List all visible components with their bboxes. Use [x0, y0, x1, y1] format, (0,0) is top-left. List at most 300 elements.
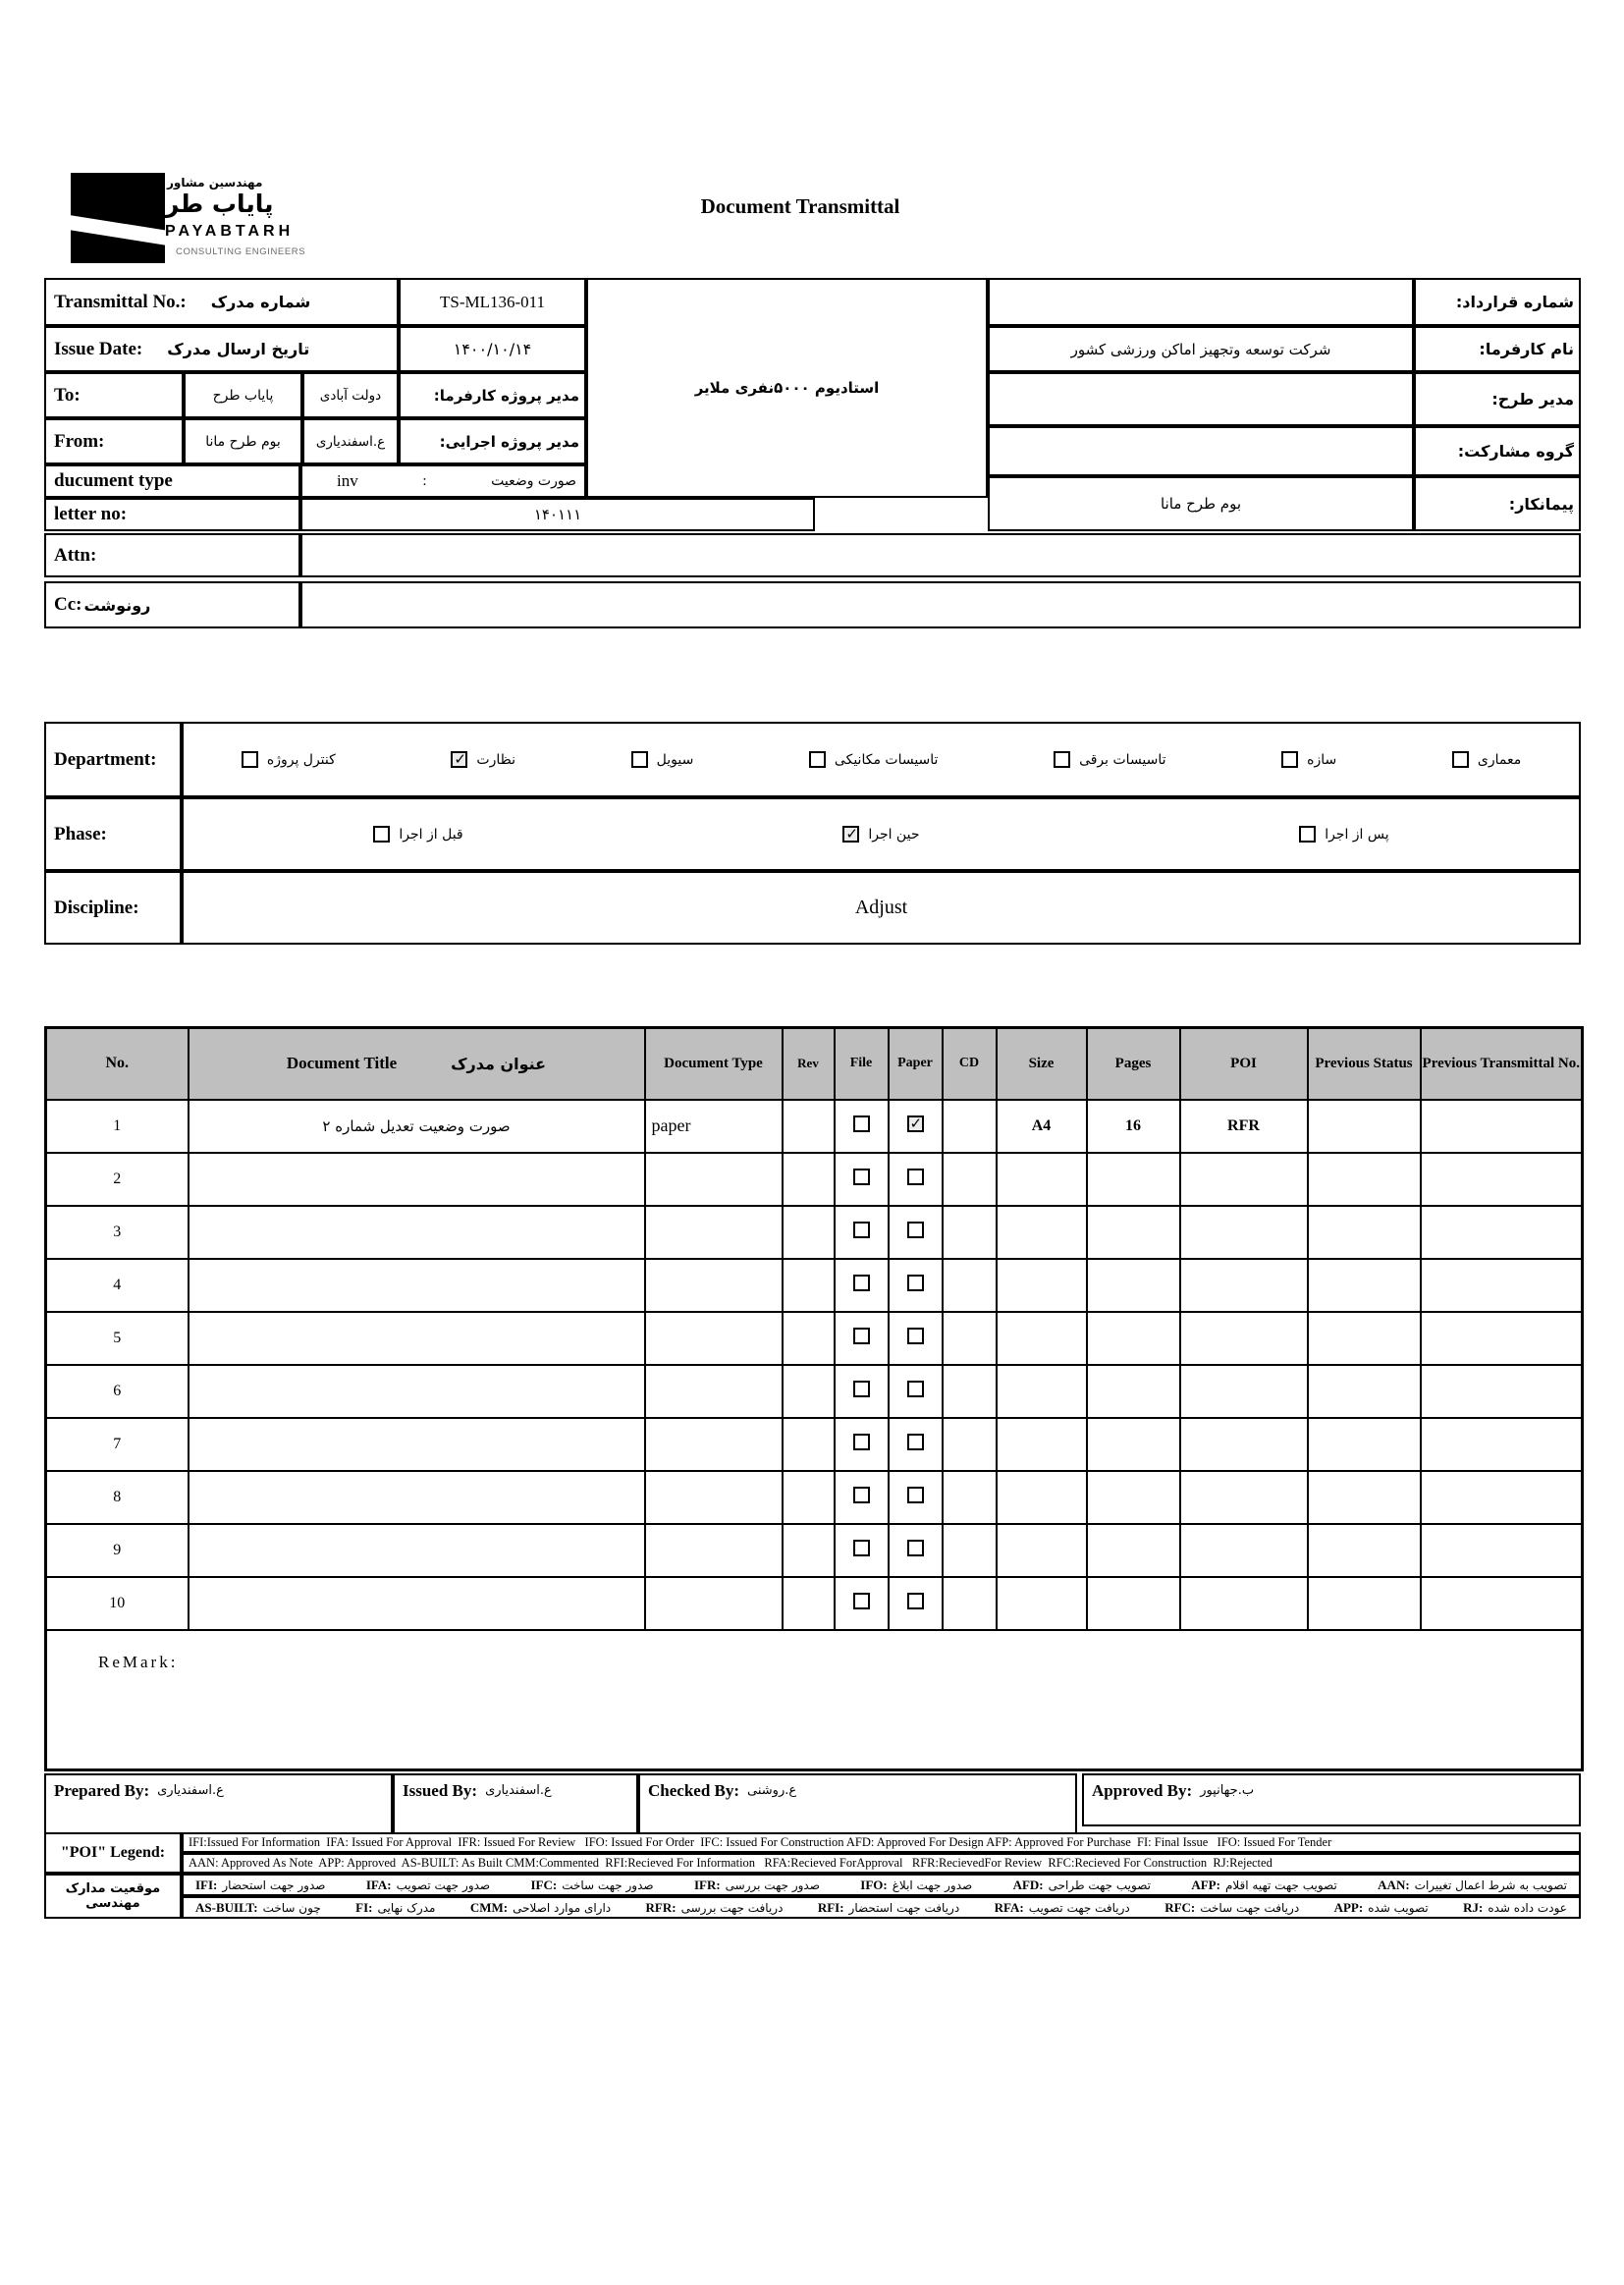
- phase-option-label: حین اجرا: [868, 826, 920, 843]
- legend-abbr: RFI:: [817, 1899, 844, 1915]
- cc-label-en: Cc:: [54, 594, 82, 615]
- department-option: [451, 751, 515, 768]
- row-title: [189, 1365, 645, 1418]
- legend-pair: [646, 1900, 784, 1916]
- row-poi: [1180, 1577, 1308, 1630]
- row-prev-transmittal: [1421, 1524, 1583, 1577]
- department-option-label: سازه: [1307, 751, 1337, 768]
- legend-abbr: AS-BUILT:: [195, 1899, 258, 1915]
- row-doc-type: [645, 1365, 783, 1418]
- row-doc-type: paper: [645, 1100, 783, 1153]
- remark-row: [46, 1630, 1583, 1770]
- col-header-doc-type: Document Type: [645, 1028, 783, 1100]
- row-cd-cell: [943, 1206, 997, 1259]
- row-paper-cell: [889, 1577, 943, 1630]
- row-pages: [1087, 1577, 1180, 1630]
- row-size: [997, 1259, 1087, 1312]
- cc-label-cell: [44, 581, 300, 628]
- row-file-cell: [835, 1100, 889, 1153]
- row-cd-cell: [943, 1259, 997, 1312]
- row-size: [997, 1524, 1087, 1577]
- table-row: [46, 1259, 1583, 1312]
- from-label: From:: [44, 418, 184, 464]
- document-type-label: ducument type: [44, 464, 300, 498]
- legend-abbr: RFA:: [994, 1899, 1024, 1915]
- page-title: Document Transmittal: [700, 194, 900, 218]
- row-pages: 16: [1087, 1100, 1180, 1153]
- row-cd-cell: [943, 1312, 997, 1365]
- row-prev-status: [1308, 1524, 1421, 1577]
- to-label: To:: [44, 372, 184, 418]
- checked-by-box: [638, 1773, 1077, 1834]
- table-row: [46, 1524, 1583, 1577]
- legend-pair: [1164, 1900, 1299, 1916]
- row-rev: [783, 1577, 835, 1630]
- legend-desc: صدور جهت ابلاغ: [892, 1877, 973, 1892]
- row-prev-transmittal: [1421, 1365, 1583, 1418]
- row-prev-transmittal: [1421, 1259, 1583, 1312]
- checked-by-label: Checked By:: [648, 1781, 740, 1800]
- row-pages: [1087, 1153, 1180, 1206]
- row-paper-cell: [889, 1206, 943, 1259]
- letter-no-value: ۱۴۰۱۱۱: [300, 498, 815, 531]
- department-option: [631, 751, 694, 768]
- issue-date-label-fa: تاریخ ارسال مدرک: [167, 340, 310, 358]
- row-rev: [783, 1100, 835, 1153]
- row-rev: [783, 1471, 835, 1524]
- client-name-label: نام کارفرما:: [1414, 326, 1581, 372]
- cc-label-fa: رونوشت: [83, 595, 151, 615]
- department-option: [1054, 751, 1165, 768]
- document-type-separator: :: [422, 472, 427, 489]
- row-no: 8: [46, 1471, 189, 1524]
- checkbox-icon: [373, 826, 390, 843]
- file-checkbox: [853, 1169, 870, 1185]
- exec-pm-label: مدیر پروژه اجرایی:: [399, 418, 586, 464]
- partnership-group-value: [988, 426, 1414, 476]
- department-label: Department:: [44, 722, 182, 797]
- col-header-rev: Rev: [783, 1028, 835, 1100]
- row-pages: [1087, 1524, 1180, 1577]
- file-checkbox: [853, 1275, 870, 1291]
- paper-checkbox: [907, 1275, 924, 1291]
- row-size: [997, 1577, 1087, 1630]
- legend-abbr: CMM:: [469, 1899, 509, 1915]
- department-option-label: معماری: [1477, 751, 1522, 768]
- to-person-value: دولت آبادی: [302, 372, 399, 418]
- table-row: [46, 1418, 1583, 1471]
- prepared-by-box: [44, 1773, 393, 1834]
- col-header-cd: CD: [943, 1028, 997, 1100]
- table-body: [46, 1100, 1583, 1630]
- legend-pair: [995, 1900, 1130, 1916]
- legend-abbr: AFD:: [1012, 1877, 1044, 1892]
- row-doc-type: [645, 1312, 783, 1365]
- row-size: [997, 1471, 1087, 1524]
- row-cd-cell: [943, 1100, 997, 1153]
- company-logo-icon: [71, 173, 165, 263]
- table-row: [46, 1153, 1583, 1206]
- legend-abbr: IFO:: [860, 1877, 888, 1892]
- legend-pair: [818, 1900, 959, 1916]
- issue-date-label-cell: [44, 326, 399, 372]
- row-title: [189, 1577, 645, 1630]
- row-prev-status: [1308, 1259, 1421, 1312]
- row-doc-type: [645, 1524, 783, 1577]
- table-row: [46, 1100, 1583, 1153]
- phase-label: Phase:: [44, 797, 182, 871]
- letter-no-label: letter no:: [44, 498, 300, 531]
- checkbox-icon: [1054, 751, 1070, 768]
- transmittal-no-label-cell: [44, 278, 399, 326]
- row-prev-status: [1308, 1153, 1421, 1206]
- paper-checkbox: [907, 1222, 924, 1238]
- discipline-value: Adjust: [182, 871, 1581, 945]
- logo-stripe: [71, 213, 165, 249]
- row-title: [189, 1259, 645, 1312]
- brand-fa-name: پایاب طرح: [147, 190, 274, 218]
- legend-desc: چون ساخت: [262, 1900, 321, 1915]
- table-row: [46, 1577, 1583, 1630]
- legend-desc: دریافت جهت بررسی: [680, 1900, 784, 1915]
- row-cd-cell: [943, 1418, 997, 1471]
- row-file-cell: [835, 1312, 889, 1365]
- row-prev-status: [1308, 1206, 1421, 1259]
- doc-status-legend-row-2: [182, 1896, 1581, 1919]
- issued-by-label: Issued By:: [403, 1781, 478, 1800]
- department-option-label: کنترل پروژه: [266, 751, 336, 768]
- legend-desc: صدور جهت تصویب: [396, 1877, 491, 1892]
- row-prev-transmittal: [1421, 1153, 1583, 1206]
- row-paper-cell: [889, 1100, 943, 1153]
- row-rev: [783, 1365, 835, 1418]
- col-header-title-en: Document Title: [286, 1054, 398, 1073]
- project-name-cell: استادیوم ۵۰۰۰نفری ملایر: [586, 278, 988, 498]
- row-poi: [1180, 1206, 1308, 1259]
- col-header-paper: Paper: [889, 1028, 943, 1100]
- row-file-cell: [835, 1365, 889, 1418]
- from-value: بوم طرح مانا: [184, 418, 302, 464]
- checkbox-icon: [451, 751, 467, 768]
- row-paper-cell: [889, 1524, 943, 1577]
- table-row: [46, 1365, 1583, 1418]
- from-person-value: ع.اسفندیاری: [302, 418, 399, 464]
- row-size: [997, 1418, 1087, 1471]
- row-size: [997, 1312, 1087, 1365]
- row-prev-transmittal: [1421, 1418, 1583, 1471]
- file-checkbox: [853, 1434, 870, 1450]
- legend-desc: دریافت جهت تصویب: [1028, 1900, 1130, 1915]
- file-checkbox: [853, 1222, 870, 1238]
- document-type-value-en: inv: [337, 471, 358, 490]
- checkbox-icon: [1299, 826, 1316, 843]
- row-rev: [783, 1259, 835, 1312]
- file-checkbox: [853, 1593, 870, 1609]
- partnership-group-label: گروه مشارکت:: [1414, 426, 1581, 476]
- col-header-title-fa: عنوان مدرک: [451, 1054, 547, 1073]
- prepared-by-label: Prepared By:: [54, 1781, 150, 1800]
- contract-no-label: شماره قرارداد:: [1414, 278, 1581, 326]
- doc-status-legend-row-1: [182, 1874, 1581, 1896]
- department-option: [242, 751, 336, 768]
- checkbox-icon: [631, 751, 648, 768]
- to-value: پایاب طرح: [184, 372, 302, 418]
- row-size: [997, 1365, 1087, 1418]
- approved-by-label: Approved By:: [1092, 1781, 1193, 1800]
- legend-abbr: FI:: [355, 1899, 373, 1915]
- transmittal-no-value: TS-ML136-011: [399, 278, 586, 326]
- department-option-label: تاسیسات مکانیکی: [834, 751, 939, 768]
- row-file-cell: [835, 1259, 889, 1312]
- legend-abbr: AAN:: [1378, 1877, 1410, 1892]
- row-poi: RFR: [1180, 1100, 1308, 1153]
- checkbox-icon: [242, 751, 258, 768]
- checkbox-icon: [1452, 751, 1469, 768]
- row-poi: [1180, 1259, 1308, 1312]
- row-poi: [1180, 1418, 1308, 1471]
- table-row: [46, 1471, 1583, 1524]
- legend-abbr: RJ:: [1463, 1899, 1484, 1915]
- attn-value: [300, 533, 1581, 577]
- approved-by-value: ب.جهانپور: [1200, 1783, 1255, 1798]
- row-prev-status: [1308, 1418, 1421, 1471]
- paper-checkbox: [907, 1381, 924, 1397]
- row-title: [189, 1206, 645, 1259]
- legend-pair: [366, 1877, 490, 1893]
- file-checkbox: [853, 1381, 870, 1397]
- department-options: [182, 722, 1581, 797]
- row-no: 3: [46, 1206, 189, 1259]
- row-file-cell: [835, 1153, 889, 1206]
- row-prev-status: [1308, 1100, 1421, 1153]
- issued-by-box: [393, 1773, 638, 1834]
- legend-abbr: IFR:: [693, 1877, 721, 1892]
- legend-pair: [694, 1877, 820, 1893]
- issue-date-value: ۱۴۰۰/۱۰/۱۴: [399, 326, 586, 372]
- row-title: [189, 1153, 645, 1206]
- legend-pair: [1378, 1877, 1567, 1893]
- issue-date-label-en: Issue Date:: [54, 338, 143, 359]
- phase-option: [842, 826, 919, 843]
- col-header-pages: Pages: [1087, 1028, 1180, 1100]
- poi-legend-row-2: AAN: Approved As Note APP: Approved AS-BUILT: As Built CMM:Commented RFI:Recieved For Information RFA:Recieved ForApproval RFR:RecievedFor Review RFC:Recieved For Construction RJ:Rejected: [182, 1853, 1581, 1874]
- cc-value: [300, 581, 1581, 628]
- legend-pair: [860, 1877, 972, 1893]
- row-cd-cell: [943, 1577, 997, 1630]
- row-cd-cell: [943, 1153, 997, 1206]
- row-rev: [783, 1524, 835, 1577]
- issued-by-value: ع.اسفندیاری: [485, 1783, 552, 1798]
- legend-pair: [195, 1877, 325, 1893]
- row-title: صورت وضعیت تعدیل شماره ۲: [189, 1100, 645, 1153]
- design-manager-value: [988, 372, 1414, 426]
- transmittal-no-label-en: Transmittal No.:: [54, 291, 187, 312]
- client-name-value: شرکت توسعه وتجهیز اماکن ورزشی کشور: [988, 326, 1414, 372]
- phase-option-label: قبل از اجرا: [399, 826, 463, 843]
- phase-option: [1299, 826, 1388, 843]
- phase-option-label: پس از اجرا: [1325, 826, 1389, 843]
- row-title: [189, 1471, 645, 1524]
- row-cd-cell: [943, 1524, 997, 1577]
- poi-legend-row-1: IFI:Issued For Information IFA: Issued For Approval IFR: Issued For Review IFO: Issued For Order IFC: Issued For Construction AFD: Approved For Design AFP: Approved For Purchase FI: Final Issue IFO: Issued For Tender: [182, 1832, 1581, 1853]
- col-header-poi: POI: [1180, 1028, 1308, 1100]
- file-checkbox: [853, 1328, 870, 1344]
- row-pages: [1087, 1365, 1180, 1418]
- checkbox-icon: [1281, 751, 1298, 768]
- paper-checkbox: [907, 1487, 924, 1503]
- file-checkbox: [853, 1115, 870, 1132]
- row-no: 10: [46, 1577, 189, 1630]
- row-doc-type: [645, 1153, 783, 1206]
- legend-abbr: RFC:: [1164, 1899, 1196, 1915]
- legend-desc: صدور جهت ساخت: [562, 1877, 654, 1892]
- checked-by-value: ع.روشنی: [747, 1783, 797, 1798]
- row-prev-transmittal: [1421, 1577, 1583, 1630]
- row-poi: [1180, 1471, 1308, 1524]
- legend-abbr: IFA:: [365, 1877, 392, 1892]
- legend-pair: [1191, 1877, 1336, 1893]
- row-paper-cell: [889, 1312, 943, 1365]
- row-prev-transmittal: [1421, 1100, 1583, 1153]
- row-poi: [1180, 1153, 1308, 1206]
- row-file-cell: [835, 1418, 889, 1471]
- row-no: 5: [46, 1312, 189, 1365]
- legend-desc: صدور جهت استحضار: [222, 1877, 326, 1892]
- col-header-title: [189, 1028, 645, 1100]
- attn-label: Attn:: [44, 533, 300, 577]
- legend-pair: [1334, 1900, 1429, 1916]
- row-pages: [1087, 1418, 1180, 1471]
- col-header-prev-status: Previous Status: [1308, 1028, 1421, 1100]
- brand-en-name: PAYABTARH: [165, 223, 295, 240]
- phase-options: [182, 797, 1581, 871]
- row-rev: [783, 1418, 835, 1471]
- row-pages: [1087, 1259, 1180, 1312]
- legend-desc: صدور جهت بررسی: [725, 1877, 820, 1892]
- row-file-cell: [835, 1577, 889, 1630]
- col-header-size: Size: [997, 1028, 1087, 1100]
- paper-checkbox: [907, 1169, 924, 1185]
- transmittal-no-label-fa: شماره مدرک: [210, 293, 311, 311]
- paper-checkbox: [907, 1328, 924, 1344]
- legend-pair: [195, 1900, 321, 1916]
- doc-status-legend-label: موقعیت مدارک مهندسی: [44, 1874, 182, 1919]
- file-checkbox: [853, 1540, 870, 1556]
- legend-desc: مدرک نهایی: [377, 1900, 436, 1915]
- row-prev-transmittal: [1421, 1206, 1583, 1259]
- legend-desc: دریافت جهت استحضار: [848, 1900, 960, 1915]
- row-size: [997, 1153, 1087, 1206]
- row-rev: [783, 1153, 835, 1206]
- row-cd-cell: [943, 1365, 997, 1418]
- row-title: [189, 1312, 645, 1365]
- row-poi: [1180, 1312, 1308, 1365]
- row-prev-status: [1308, 1577, 1421, 1630]
- department-option-label: نظارت: [476, 751, 516, 768]
- legend-desc: تصویب شده: [1368, 1900, 1429, 1915]
- legend-pair: [355, 1900, 435, 1916]
- remark-cell: [46, 1630, 1583, 1770]
- department-option-label: تاسیسات برقی: [1079, 751, 1166, 768]
- row-rev: [783, 1312, 835, 1365]
- row-no: 9: [46, 1524, 189, 1577]
- row-file-cell: [835, 1524, 889, 1577]
- approved-by-box: [1082, 1773, 1581, 1826]
- row-paper-cell: [889, 1418, 943, 1471]
- legend-desc: تصویب جهت تهیه اقلام: [1224, 1877, 1337, 1892]
- row-title: [189, 1418, 645, 1471]
- row-no: 2: [46, 1153, 189, 1206]
- legend-pair: [470, 1900, 611, 1916]
- legend-desc: تصویب جهت طراحی: [1048, 1877, 1151, 1892]
- contract-no-value: [988, 278, 1414, 326]
- paper-checkbox: [907, 1115, 924, 1132]
- row-doc-type: [645, 1418, 783, 1471]
- row-prev-status: [1308, 1471, 1421, 1524]
- row-paper-cell: [889, 1259, 943, 1312]
- paper-checkbox: [907, 1540, 924, 1556]
- row-no: 1: [46, 1100, 189, 1153]
- row-no: 7: [46, 1418, 189, 1471]
- row-doc-type: [645, 1259, 783, 1312]
- row-cd-cell: [943, 1471, 997, 1524]
- legend-pair: [1013, 1877, 1151, 1893]
- row-paper-cell: [889, 1365, 943, 1418]
- checkbox-icon: [809, 751, 826, 768]
- legend-desc: دریافت جهت ساخت: [1200, 1900, 1300, 1915]
- document-type-value-cell: [300, 464, 586, 498]
- legend-desc: دارای موارد اصلاحی: [513, 1900, 612, 1915]
- document-type-value-fa: صورت وضعیت: [491, 473, 576, 489]
- row-poi: [1180, 1365, 1308, 1418]
- row-file-cell: [835, 1206, 889, 1259]
- col-header-no: No.: [46, 1028, 189, 1100]
- phase-option: [373, 826, 462, 843]
- client-pm-label: مدیر پروژه کارفرما:: [399, 372, 586, 418]
- col-header-prev-transmittal: Previous Transmittal No.: [1421, 1028, 1583, 1100]
- row-poi: [1180, 1524, 1308, 1577]
- document-list-table: [44, 1026, 1584, 1771]
- brand-en-sub: CONSULTING ENGINEERS: [176, 246, 306, 257]
- contractor-value: بوم طرح مانا: [988, 476, 1414, 531]
- checkbox-icon: [842, 826, 859, 843]
- row-size: [997, 1206, 1087, 1259]
- row-doc-type: [645, 1577, 783, 1630]
- department-option: [809, 751, 939, 768]
- row-pages: [1087, 1471, 1180, 1524]
- legend-abbr: IFC:: [530, 1877, 558, 1892]
- row-size: A4: [997, 1100, 1087, 1153]
- row-paper-cell: [889, 1471, 943, 1524]
- legend-abbr: RFR:: [645, 1899, 677, 1915]
- row-doc-type: [645, 1206, 783, 1259]
- row-prev-transmittal: [1421, 1312, 1583, 1365]
- legend-pair: [1463, 1900, 1567, 1916]
- legend-desc: تصویب به شرط اعمال تغییرات: [1414, 1877, 1567, 1892]
- contractor-label: پیمانکار:: [1414, 476, 1581, 531]
- row-doc-type: [645, 1471, 783, 1524]
- table-header-row: [46, 1028, 1583, 1100]
- paper-checkbox: [907, 1434, 924, 1450]
- remark-label: ReMark:: [98, 1652, 179, 1671]
- department-option: [1452, 751, 1521, 768]
- row-prev-status: [1308, 1312, 1421, 1365]
- table-row: [46, 1206, 1583, 1259]
- legend-abbr: AFP:: [1191, 1877, 1220, 1892]
- table-row: [46, 1312, 1583, 1365]
- row-no: 4: [46, 1259, 189, 1312]
- row-no: 6: [46, 1365, 189, 1418]
